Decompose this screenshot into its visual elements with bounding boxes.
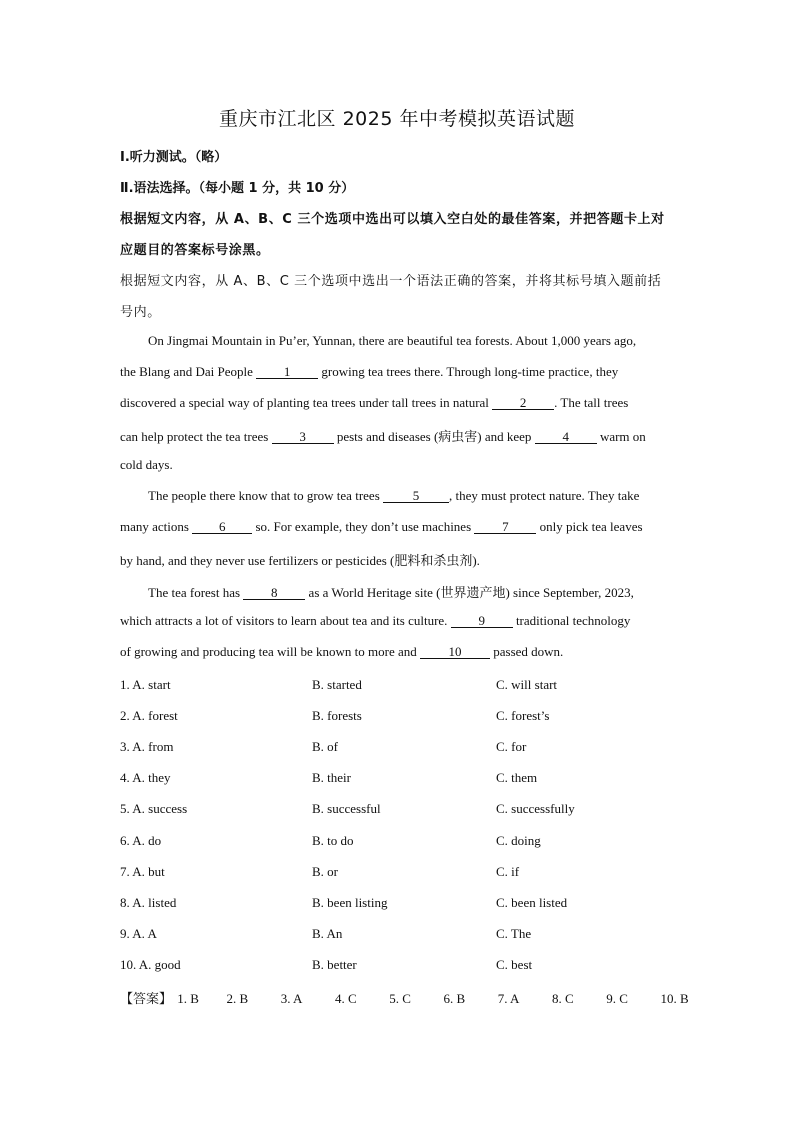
option-b: B. started (312, 677, 362, 692)
instruction-line-1: 根据短文内容，从 A、B、C 三个选项中选出一个语法正确的答案，并将其标号填入题前括 (120, 274, 662, 289)
passage-text: The people there know that to grow tea trees (148, 488, 383, 503)
option-c: C. successfully (496, 801, 575, 816)
blank-10: 10 (420, 645, 490, 659)
option-a: 2. A. forest (120, 708, 178, 723)
passage-text: which attracts a lot of visitors to learn about tea and its culture. (120, 613, 451, 628)
option-a: 9. A. A (120, 926, 157, 941)
option-a: 3. A. from (120, 739, 174, 754)
answer-item: 9. C (606, 991, 628, 1006)
answer-key (120, 988, 689, 1007)
passage-text: cold days. (120, 457, 173, 472)
blank-6: 6 (192, 520, 252, 534)
option-c: C. The (496, 926, 532, 941)
blank-9: 9 (451, 614, 513, 628)
blank-5: 5 (383, 489, 449, 503)
instruction-bold-line-1: 根据短文内容，从 A、B、C 三个选项中选出可以填入空白处的最佳答案，并把答题卡上对 (120, 212, 665, 227)
answer-item: 2. B (226, 991, 249, 1006)
option-a: 5. A. success (120, 801, 188, 816)
answer-item: 1. B (177, 991, 199, 1006)
instruction-line-2: 号内。 (120, 305, 161, 320)
passage-text: as a World Heritage site (世界遗产地) since September, 2023, (305, 585, 634, 600)
option-b: B. or (312, 864, 338, 879)
passage-text (148, 488, 639, 504)
option-b: B. their (312, 770, 351, 785)
passage-text: of growing and producing tea will be known to more and (120, 644, 421, 659)
passage-text: only pick tea leaves (536, 519, 643, 534)
option-row (120, 895, 680, 911)
option-c: C. them (496, 770, 538, 785)
passage-text: many actions (120, 519, 193, 534)
passage-text (148, 582, 634, 601)
option-a: 6. A. do (120, 833, 162, 848)
option-b: B. An (312, 926, 343, 941)
blank-3: 3 (272, 430, 334, 444)
passage-text: traditional technology (512, 613, 631, 628)
option-row (120, 926, 680, 942)
option-row (120, 957, 680, 973)
passage-text: passed down. (490, 644, 564, 659)
passage-text: pests and diseases (病虫害) and keep (333, 429, 535, 444)
option-c: C. been listed (496, 895, 568, 910)
option-c: C. will start (496, 677, 558, 692)
answer-item: 3. A (280, 991, 303, 1006)
option-c: C. for (496, 739, 527, 754)
option-c: C. best (496, 957, 533, 972)
blank-2: 2 (492, 396, 554, 410)
blank-4: 4 (535, 430, 597, 444)
page-title: 重庆市江北区 2025 年中考模拟英语试题 (219, 108, 575, 130)
passage-text: , they must protect nature. They take (449, 488, 640, 503)
answer-item: 7. A (497, 991, 520, 1006)
passage-text: On Jingmai Mountain in Pu’er, Yunnan, there are beautiful tea forests. About 1,000 years ago, (148, 333, 637, 348)
passage-text: can help protect the tea trees (120, 429, 272, 444)
option-row (120, 864, 680, 880)
option-a: 10. A. good (120, 957, 181, 972)
answer-item: 10. B (660, 991, 689, 1006)
passage-text: the Blang and Dai People (120, 364, 257, 379)
option-b: B. to do (312, 833, 354, 848)
option-a: 4. A. they (120, 770, 171, 785)
blank-1: 1 (256, 365, 318, 379)
option-c: C. doing (496, 833, 541, 848)
passage-text (120, 426, 646, 445)
option-row (120, 739, 680, 755)
passage-text: so. For example, they don’t use machines (252, 519, 475, 534)
blank-8: 8 (243, 586, 305, 600)
option-b: B. forests (312, 708, 362, 723)
option-b: B. successful (312, 801, 381, 816)
option-b: B. been listing (312, 895, 388, 910)
option-c: C. if (496, 864, 520, 879)
passage-text (120, 519, 643, 535)
blank-7: 7 (474, 520, 536, 534)
passage-text: by hand, and they never use fertilizers or pesticides (肥料和杀虫剂). (120, 553, 480, 568)
option-a: 7. A. but (120, 864, 165, 879)
option-a: 8. A. listed (120, 895, 177, 910)
answer-item: 8. C (552, 991, 574, 1006)
option-b: B. of (312, 739, 338, 754)
option-c: C. forest’s (496, 708, 550, 723)
answer-item: 6. B (443, 991, 466, 1006)
option-row (120, 708, 680, 724)
passage-text (120, 644, 563, 660)
option-row (120, 677, 680, 693)
instruction-bold-line-2: 应题目的答案标号涂黑。 (120, 243, 270, 258)
passage-text: . The tall trees (554, 395, 629, 410)
option-row (120, 770, 680, 786)
passage-text: discovered a special way of planting tea trees under tall trees in natural (120, 395, 493, 410)
section-listening-heading: Ⅰ.听力测试。（略） (120, 150, 228, 165)
option-row (120, 801, 680, 817)
option-a: 1. A. start (120, 677, 171, 692)
passage-text: growing tea trees there. Through long-time practice, they (318, 364, 619, 379)
section-grammar-heading: Ⅱ.语法选择。（每小题 1 分，共 10 分） (120, 181, 355, 196)
option-row (120, 833, 680, 849)
passage-text (120, 613, 630, 629)
answer-label: 【答案】 (120, 992, 173, 1007)
answer-item: 4. C (335, 991, 357, 1006)
passage-text (120, 395, 628, 411)
option-b: B. better (312, 957, 357, 972)
passage-text: The tea forest has (148, 585, 244, 600)
passage-text (120, 364, 618, 380)
passage-text: warm on (596, 429, 646, 444)
answer-item: 5. C (389, 991, 411, 1006)
